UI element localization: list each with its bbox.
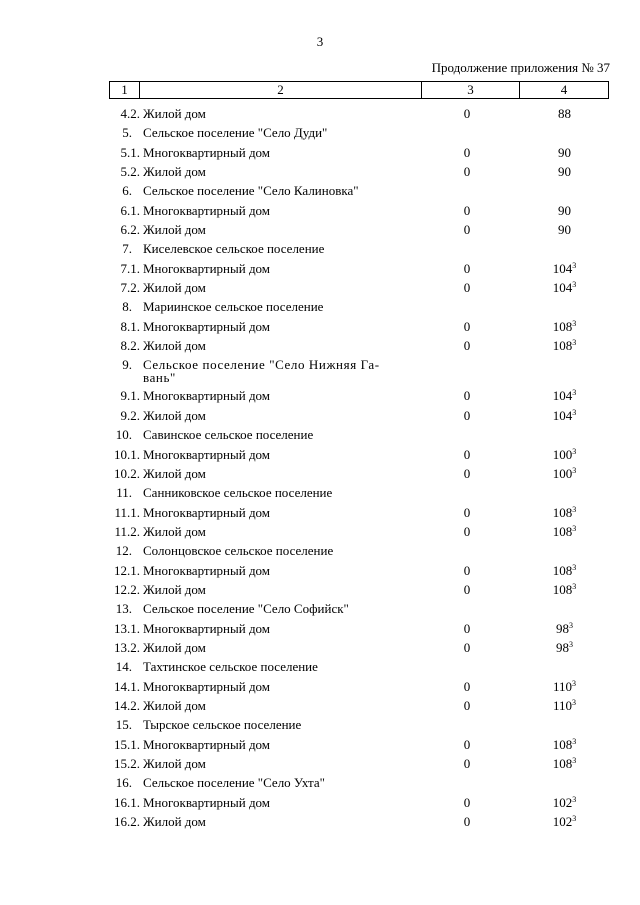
- col-3-value: 0: [463, 407, 471, 423]
- col-4-value: [520, 677, 609, 696]
- col-3-value: 0: [463, 523, 471, 539]
- housing-type: Жилой дом: [143, 814, 206, 830]
- footnote-marker: 3: [572, 581, 577, 591]
- col-4-number: 108: [552, 562, 573, 578]
- housing-type: Жилой дом: [143, 222, 206, 238]
- col-3-value: 0: [463, 562, 471, 578]
- row-number: 16.2.: [114, 814, 140, 830]
- col-4-number: 108: [552, 504, 573, 520]
- table-row: [0, 278, 640, 297]
- table-row: [0, 464, 640, 483]
- col-4-value: [520, 522, 609, 541]
- col-4-value: [520, 406, 609, 425]
- section-row: [0, 425, 640, 444]
- col-4-number: 104: [552, 280, 573, 296]
- table-row: [0, 735, 640, 754]
- col-3-value: 0: [463, 280, 471, 296]
- row-number: 13.2.: [114, 639, 140, 655]
- row-number: 15.1.: [114, 736, 140, 752]
- col-4-number: 108: [552, 338, 573, 354]
- row-number: 15.: [115, 717, 132, 733]
- col-3-value: 0: [463, 446, 471, 462]
- row-number: 14.2.: [114, 697, 140, 713]
- row-number: 9.: [122, 357, 132, 373]
- col-3-value: 0: [463, 465, 471, 481]
- housing-type: Многоквартирный дом: [143, 794, 271, 810]
- housing-type: Многоквартирный дом: [143, 144, 271, 160]
- row-number: 16.1.: [114, 794, 140, 810]
- settlement-name: Тахтинское сельское поселение: [143, 659, 318, 675]
- col-4-number: 104: [552, 407, 573, 423]
- housing-type: Жилой дом: [143, 280, 206, 296]
- col-4-value: [520, 754, 609, 773]
- section-row: [0, 355, 640, 386]
- section-row: [0, 599, 640, 618]
- col-4-number: 108: [552, 756, 573, 771]
- col-4-value: [520, 696, 609, 715]
- col-4-value: [520, 162, 609, 181]
- row-number: 6.: [122, 183, 132, 199]
- col-4-value: [520, 464, 609, 483]
- col-4-number: 100: [552, 446, 573, 462]
- col-3-value: 0: [463, 504, 471, 520]
- footnote-marker: 3: [569, 620, 573, 630]
- col-4-value: [520, 317, 609, 336]
- housing-type: Многоквартирный дом: [143, 202, 271, 218]
- settlement-name: Савинское сельское поселение: [143, 427, 314, 443]
- section-row: [0, 541, 640, 560]
- footnote-marker: 3: [572, 794, 577, 804]
- housing-type: Жилой дом: [143, 639, 206, 655]
- row-number: 15.2.: [114, 756, 140, 771]
- col-3-value: 0: [463, 620, 471, 636]
- col-3-value: 0: [463, 756, 471, 771]
- row-number: 8.2.: [120, 338, 140, 354]
- section-row: [0, 297, 640, 316]
- row-number: 8.1.: [120, 318, 140, 334]
- footnote-marker: 3: [572, 318, 577, 328]
- row-number: 6.2.: [120, 222, 140, 238]
- footnote-marker: 3: [572, 338, 577, 348]
- row-number: 6.1.: [120, 202, 140, 218]
- section-row: [0, 483, 640, 502]
- col-3-value: 0: [463, 144, 471, 160]
- table-row: [0, 386, 640, 405]
- housing-type: Многоквартирный дом: [143, 562, 271, 578]
- header-col-3: 3: [421, 82, 519, 98]
- footnote-marker: 3: [572, 736, 577, 746]
- col-4-value: [520, 503, 609, 522]
- footnote-marker: 3: [572, 260, 577, 270]
- row-number: 7.1.: [120, 260, 140, 276]
- section-row: [0, 657, 640, 676]
- settlement-name: Солонцовское сельское поселение: [143, 543, 334, 559]
- section-row: [0, 123, 640, 142]
- housing-type: Жилой дом: [143, 523, 206, 539]
- row-number: 10.2.: [114, 465, 140, 481]
- table-row: [0, 503, 640, 522]
- footnote-marker: 3: [569, 639, 573, 649]
- table-row: [0, 561, 640, 580]
- housing-type: Жилой дом: [143, 106, 206, 121]
- col-4-number: 102: [552, 794, 573, 810]
- row-number: 12.1.: [114, 562, 140, 578]
- settlement-name: Киселевское сельское поселение: [143, 241, 325, 257]
- col-4-number: 90: [558, 144, 571, 160]
- housing-type: Многоквартирный дом: [143, 504, 271, 520]
- row-number: 5.: [122, 125, 132, 141]
- row-number: 14.1.: [114, 678, 140, 694]
- col-4-number: 98: [556, 639, 569, 655]
- footnote-marker: 3: [572, 523, 577, 533]
- table-row: [0, 754, 640, 773]
- footnote-marker: 3: [572, 504, 577, 514]
- footnote-marker: 3: [572, 280, 577, 290]
- settlement-name: Мариинское сельское поселение: [143, 299, 324, 315]
- col-4-value: [520, 201, 609, 220]
- col-4-number: 110: [552, 678, 573, 694]
- table-row: [0, 619, 640, 638]
- housing-type: Многоквартирный дом: [143, 318, 271, 334]
- row-number: 10.: [115, 427, 132, 443]
- col-4-number: 108: [552, 581, 573, 597]
- row-number: 14.: [115, 659, 132, 675]
- row-number: 12.2.: [114, 581, 140, 597]
- housing-type: Жилой дом: [143, 164, 206, 180]
- table-row: [0, 445, 640, 464]
- housing-type: Жилой дом: [143, 756, 206, 771]
- table-row: [0, 812, 640, 831]
- row-number: 9.1.: [120, 388, 140, 404]
- section-row: [0, 181, 640, 200]
- col-4-number: 110: [552, 697, 573, 713]
- col-4-number: 108: [552, 736, 573, 752]
- col-3-value: 0: [463, 338, 471, 354]
- table-row: [0, 162, 640, 181]
- col-4-value: [520, 580, 609, 599]
- col-4-value: [520, 259, 609, 278]
- appendix-continuation-label: Продолжение приложения № 37: [431, 60, 610, 75]
- housing-type: Жилой дом: [143, 407, 206, 423]
- col-3-value: 0: [463, 260, 471, 276]
- col-4-value: [520, 793, 609, 812]
- col-4-value: [520, 143, 609, 162]
- row-number: 5.1.: [120, 144, 140, 160]
- table-body: [0, 104, 640, 831]
- row-number: 11.2.: [114, 523, 140, 539]
- col-4-value: [520, 220, 609, 239]
- col-4-value: [520, 104, 609, 123]
- col-4-value: [520, 638, 609, 657]
- col-4-value: [520, 445, 609, 464]
- housing-type: Многоквартирный дом: [143, 388, 271, 404]
- table-row: [0, 522, 640, 541]
- row-number: 11.1.: [114, 504, 140, 520]
- housing-type: Жилой дом: [143, 697, 206, 713]
- row-number: 7.2.: [120, 280, 140, 296]
- col-4-number: 104: [552, 260, 573, 276]
- col-3-value: 0: [463, 736, 471, 752]
- footnote-marker: 3: [572, 446, 577, 456]
- row-number: 8.: [122, 299, 132, 315]
- housing-type: Многоквартирный дом: [143, 736, 271, 752]
- row-number: 13.: [115, 601, 132, 617]
- footnote-marker: 3: [572, 465, 577, 475]
- settlement-name: Сельское поселение "Село Нижняя Га-вань": [143, 357, 380, 386]
- col-4-number: 100: [552, 465, 573, 481]
- col-4-number: 104: [552, 388, 573, 404]
- table-row: [0, 259, 640, 278]
- col-3-value: 0: [463, 202, 471, 218]
- section-row: [0, 773, 640, 792]
- settlement-name: Сельское поселение "Село Калиновка": [143, 183, 359, 199]
- table-row: [0, 580, 640, 599]
- row-number: 7.: [122, 241, 132, 257]
- table-row: [0, 677, 640, 696]
- settlement-name: Сельское поселение "Село Ухта": [143, 775, 325, 791]
- row-number: 16.: [115, 775, 132, 791]
- col-4-number: 90: [558, 164, 571, 180]
- row-number: 4.2.: [120, 106, 140, 121]
- row-number: 9.2.: [120, 407, 140, 423]
- footnote-marker: 3: [572, 562, 577, 572]
- row-number: 5.2.: [120, 164, 140, 180]
- settlement-name: Сельское поселение "Село Дуди": [143, 125, 328, 141]
- col-3-value: 0: [463, 106, 471, 121]
- row-number: 11.: [116, 485, 132, 501]
- col-4-value: [520, 336, 609, 355]
- col-4-number: 102: [552, 814, 573, 830]
- table-row: [0, 638, 640, 657]
- col-3-value: 0: [463, 794, 471, 810]
- col-4-value: [520, 561, 609, 580]
- col-3-value: 0: [463, 678, 471, 694]
- row-number: 12.: [115, 543, 132, 559]
- settlement-name: Сельское поселение "Село Софийск": [143, 601, 349, 617]
- col-4-number: 108: [552, 523, 573, 539]
- housing-type: Жилой дом: [143, 465, 206, 481]
- col-4-number: 88: [558, 106, 571, 121]
- table-row: [0, 406, 640, 425]
- row-number: 10.1.: [114, 446, 140, 462]
- col-4-value: [520, 619, 609, 638]
- settlement-name: Тырское сельское поселение: [143, 717, 302, 733]
- col-4-value: [520, 278, 609, 297]
- table-row: [0, 201, 640, 220]
- section-row: [0, 715, 640, 734]
- row-number: 13.1.: [114, 620, 140, 636]
- footnote-marker: 3: [572, 756, 577, 765]
- header-col-2: 2: [139, 82, 421, 98]
- col-4-value: [520, 735, 609, 754]
- col-3-value: 0: [463, 388, 471, 404]
- housing-type: Многоквартирный дом: [143, 446, 271, 462]
- col-3-value: 0: [463, 697, 471, 713]
- housing-type: Многоквартирный дом: [143, 678, 271, 694]
- table-row: [0, 104, 640, 123]
- col-4-value: [520, 812, 609, 831]
- col-3-value: 0: [463, 164, 471, 180]
- housing-type: Жилой дом: [143, 338, 206, 354]
- table-row: [0, 336, 640, 355]
- footnote-marker: 3: [572, 814, 577, 824]
- col-4-number: 108: [552, 318, 573, 334]
- col-4-number: 98: [556, 620, 569, 636]
- housing-type: Многоквартирный дом: [143, 620, 271, 636]
- table-row: [0, 220, 640, 239]
- col-4-number: 90: [558, 222, 571, 238]
- table-row: [0, 143, 640, 162]
- housing-type: Жилой дом: [143, 581, 206, 597]
- page-number: 3: [316, 34, 324, 49]
- table-row: [0, 793, 640, 812]
- col-3-value: 0: [463, 222, 471, 238]
- settlement-name: Санниковское сельское поселение: [143, 485, 333, 501]
- col-3-value: 0: [463, 814, 471, 830]
- table-row: [0, 696, 640, 715]
- section-row: [0, 239, 640, 258]
- col-4-number: 90: [558, 202, 571, 218]
- header-col-1: 1: [121, 82, 128, 97]
- footnote-marker: 3: [572, 697, 577, 707]
- table-row: [0, 317, 640, 336]
- col-3-value: 0: [463, 318, 471, 334]
- col-4-value: [520, 386, 609, 405]
- col-3-value: 0: [463, 581, 471, 597]
- header-col-4: 4: [519, 82, 608, 98]
- footnote-marker: 3: [572, 388, 577, 398]
- footnote-marker: 3: [572, 407, 577, 417]
- table-header: [109, 81, 609, 99]
- housing-type: Многоквартирный дом: [143, 260, 271, 276]
- footnote-marker: 3: [572, 678, 577, 688]
- col-3-value: 0: [463, 639, 471, 655]
